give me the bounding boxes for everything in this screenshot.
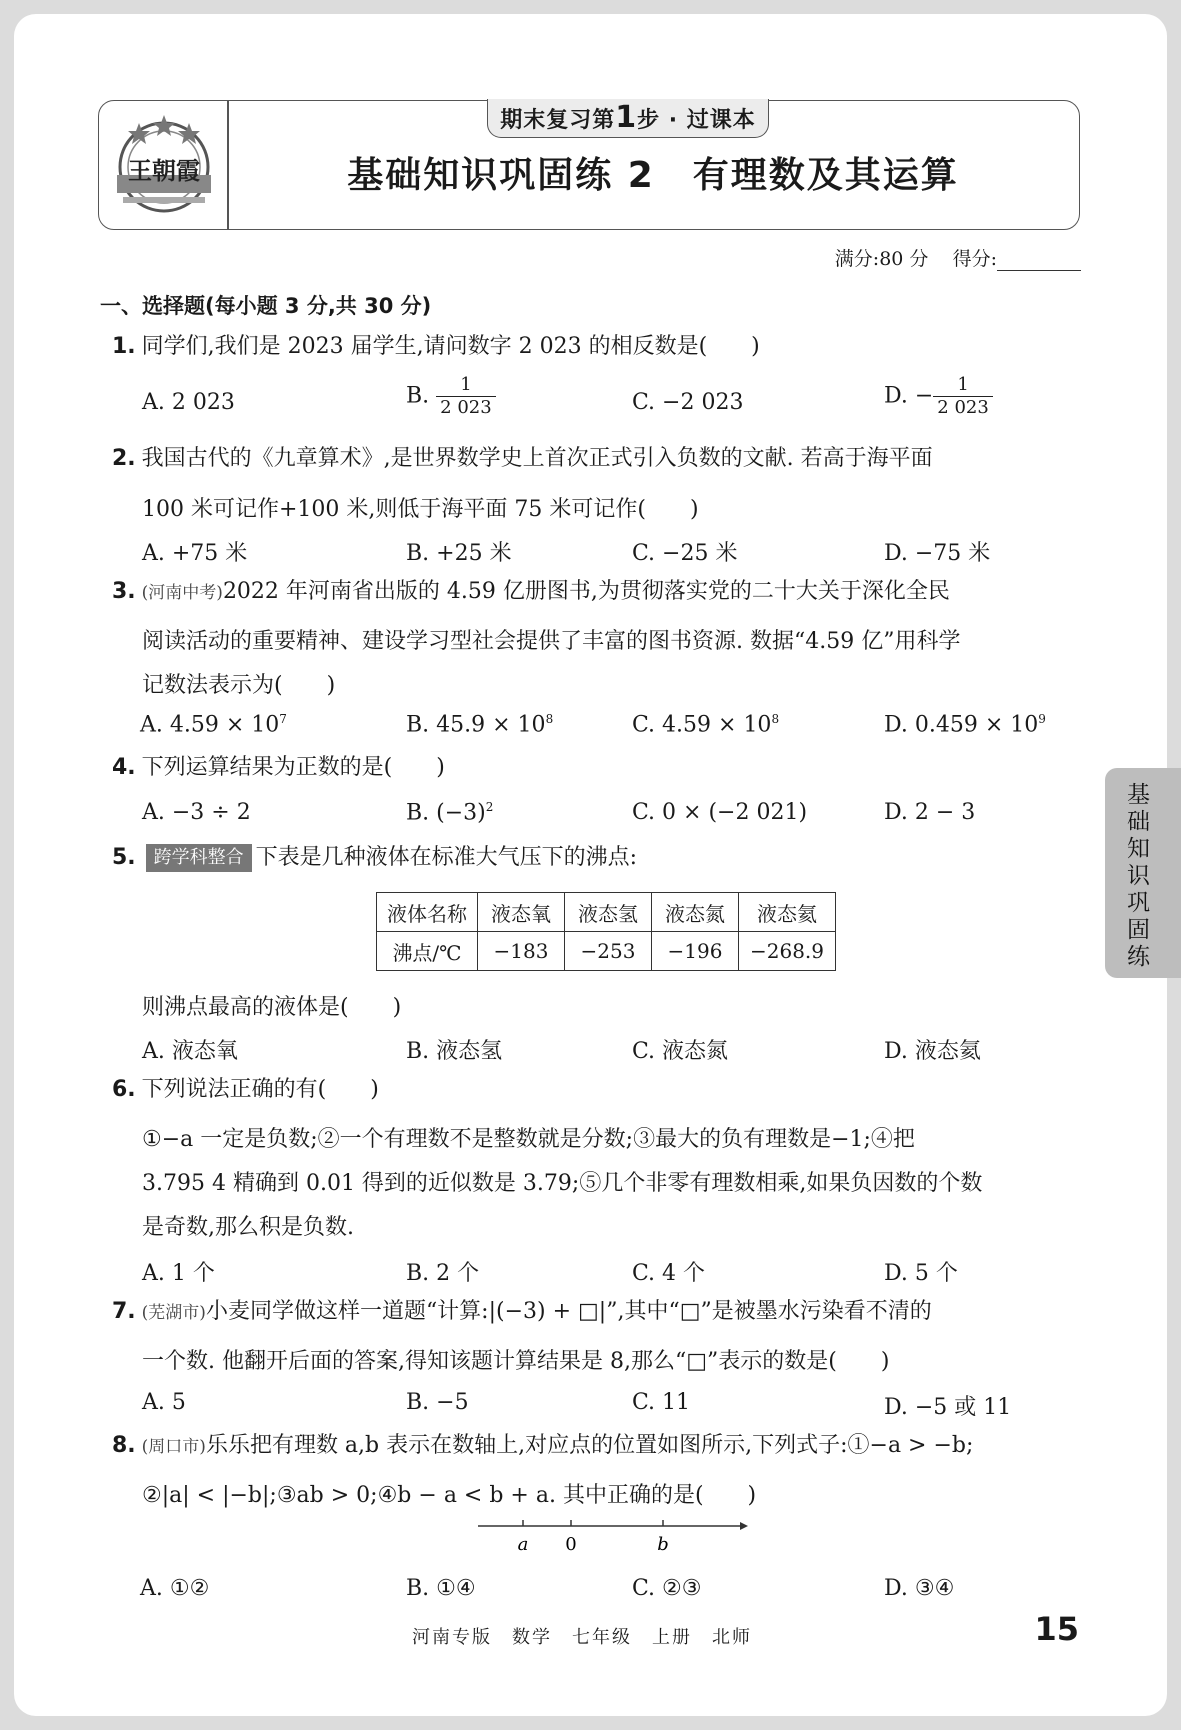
q6-option-a[interactable]: A. 1 个 — [142, 1261, 215, 1286]
q8-option-a[interactable]: A. ①② — [140, 1576, 210, 1601]
q1-option-a[interactable]: A. 2 023 — [142, 390, 235, 415]
q1-option-b[interactable]: B. $\frac{1}{2 023}$ — [406, 374, 496, 419]
svg-text:王朝霞: 王朝霞 — [128, 156, 200, 185]
q6-option-c[interactable]: C. 4 个 — [632, 1261, 706, 1286]
q6-option-b[interactable]: B. 2 个 — [406, 1261, 480, 1286]
side-tab-label: 基础知识巩固练 — [1127, 782, 1150, 970]
q5-option-a[interactable]: A. 液态氧 — [142, 1039, 238, 1064]
question-4: 4. 下列运算结果为正数的是( ) — [112, 755, 445, 780]
q6-line-3: 是奇数,那么积是负数. — [142, 1215, 354, 1240]
q8-option-b[interactable]: B. ①④ — [406, 1576, 476, 1601]
q7-option-d[interactable]: D. −5 或 11 — [884, 1395, 1012, 1420]
q4-option-d[interactable]: D. 2 − 3 — [884, 800, 976, 825]
boiling-point-table — [376, 892, 836, 971]
question-6: 6. 下列说法正确的有( ) — [112, 1077, 379, 1102]
q4-option-a[interactable]: A. −3 ÷ 2 — [142, 800, 251, 825]
score-blank[interactable] — [997, 250, 1081, 271]
table-cell: −183 — [478, 932, 565, 971]
table-cell: −268.9 — [739, 932, 836, 971]
q6-line-1: ①−a 一定是负数;②一个有理数不是整数就是分数;③最大的负有理数是−1;④把 — [142, 1127, 915, 1152]
q6-option-d[interactable]: D. 5 个 — [884, 1261, 958, 1286]
question-1: 1. 同学们,我们是 2023 届学生,请问数字 2 023 的相反数是( ) — [112, 334, 760, 359]
question-2: 2. 我国古代的《九章算术》,是世界数学史上首次正式引入负数的文献. 若高于海平面 — [112, 446, 933, 471]
q8-option-c[interactable]: C. ②③ — [632, 1576, 702, 1601]
q3-option-b[interactable]: B. $45.9 \times 10^8$ — [406, 712, 554, 738]
table-cell: 液态氮 — [652, 893, 739, 932]
table-cell: 液态氦 — [739, 893, 836, 932]
page-title: 基础知识巩固练 2 有理数及其运算 — [347, 155, 959, 196]
page-number: 15 — [1034, 1610, 1079, 1648]
q3-line-2: 阅读活动的重要精神、建设学习型社会提供了丰富的图书资源. 数据“4.59 亿”用科学 — [142, 629, 961, 654]
table-cell: 液体名称 — [377, 893, 478, 932]
q2-option-d[interactable]: D. −75 米 — [884, 541, 991, 566]
q5-option-b[interactable]: B. 液态氢 — [406, 1039, 503, 1064]
q8-line-2: ②|a| < |−b|;③ab > 0;④b − a < b + a. 其中正确的是( ) — [142, 1483, 757, 1508]
full-score: 满分:80 分 — [834, 248, 929, 270]
question-8: 8. (周口市)乐乐把有理数 a,b 表示在数轴上,对应点的位置如图所示,下列式子:①−a > −b; — [112, 1433, 974, 1458]
label-b: b — [657, 1534, 669, 1555]
q5-option-d[interactable]: D. 液态氦 — [884, 1039, 981, 1064]
q4-option-b[interactable]: B. $(-3)^2$ — [406, 800, 494, 826]
q2-option-b[interactable]: B. +25 米 — [406, 541, 512, 566]
step-tab: 期末复习第1步 · 过课本 — [487, 99, 769, 138]
q5-option-c[interactable]: C. 液态氮 — [632, 1039, 729, 1064]
side-chapter-tab[interactable] — [1105, 768, 1181, 978]
axis-arrow — [740, 1522, 748, 1530]
q3-option-d[interactable]: D. $0.459 \times 10^9$ — [884, 712, 1046, 738]
q7-option-c[interactable]: C. 11 — [632, 1390, 691, 1415]
q7-option-a[interactable]: A. 5 — [142, 1390, 186, 1415]
header-box — [98, 100, 1080, 230]
q1-option-c[interactable]: C. −2 023 — [632, 390, 744, 415]
q3-option-c[interactable]: C. $4.59 \times 10^8$ — [632, 712, 780, 738]
label-0: 0 — [565, 1534, 577, 1555]
logo-emblem — [109, 109, 219, 221]
table-header-row — [377, 893, 836, 932]
section-title: 一、选择题(每小题 3 分,共 30 分) — [100, 294, 432, 318]
footer-text: 河南专版 数学 七年级 上册 北师 — [412, 1627, 752, 1648]
q2-line-2: 100 米可记作+100 米,则低于海平面 75 米可记作( ) — [142, 497, 699, 522]
q7-line-2: 一个数. 他翻开后面的答案,得知该题计算结果是 8,那么“□”表示的数是( ) — [142, 1349, 890, 1374]
q4-option-c[interactable]: C. 0 × (−2 021) — [632, 800, 808, 825]
label-a: a — [517, 1534, 529, 1555]
q6-line-2: 3.795 4 精确到 0.01 得到的近似数是 3.79;⑤几个非零有理数相乘,如果负因数的个数 — [142, 1171, 983, 1196]
q2-option-c[interactable]: C. −25 米 — [632, 541, 738, 566]
table-cell: 液态氢 — [565, 893, 652, 932]
score-label: 得分: — [952, 248, 997, 270]
number-line-diagram — [478, 1510, 748, 1560]
table-row — [377, 932, 836, 971]
question-7: 7. (芜湖市)小麦同学做这样一道题“计算:|(−3) + □|”,其中“□”是被墨水污染看不清的 — [112, 1299, 932, 1324]
question-3: 3. (河南中考)2022 年河南省出版的 4.59 亿册图书,为贯彻落实党的二十大关于深化全民 — [112, 579, 950, 604]
question-5: 5. 跨学科整合 下表是几种液体在标准大气压下的沸点: — [112, 845, 638, 870]
q8-option-d[interactable]: D. ③④ — [884, 1576, 955, 1601]
q3-line-3: 记数法表示为( ) — [142, 673, 336, 698]
q5-line-2: 则沸点最高的液体是( ) — [142, 995, 402, 1020]
q2-option-a[interactable]: A. +75 米 — [142, 541, 248, 566]
table-cell: −196 — [652, 932, 739, 971]
score-line — [835, 244, 1081, 271]
table-cell: 沸点/℃ — [377, 932, 478, 971]
table-cell: −253 — [565, 932, 652, 971]
interdisciplinary-tag: 跨学科整合 — [146, 844, 252, 872]
table-cell: 液态氧 — [478, 893, 565, 932]
q7-option-b[interactable]: B. −5 — [406, 1390, 469, 1415]
q3-option-a[interactable]: A. $4.59 \times 10^7$ — [140, 712, 287, 738]
q1-option-d[interactable]: D. − $\frac{1}{2 023}$ — [884, 374, 993, 419]
